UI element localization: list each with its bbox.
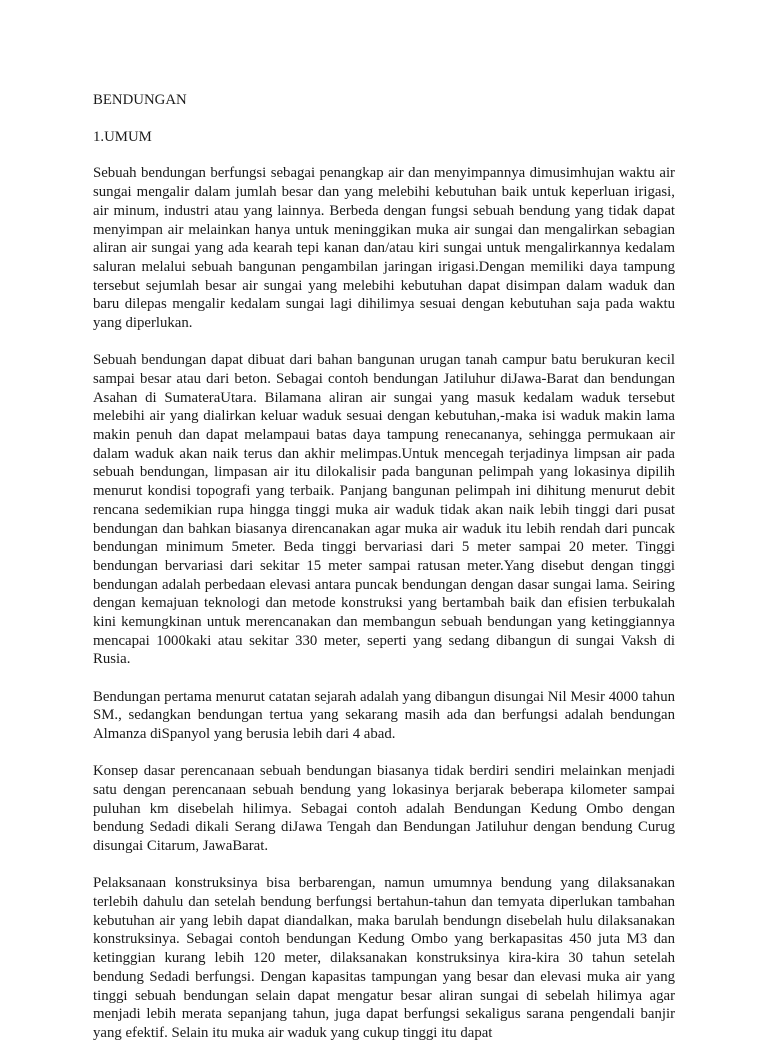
document-title: BENDUNGAN <box>93 92 187 108</box>
document-page <box>93 91 675 1043</box>
section-title: 1.UMUM <box>93 128 152 145</box>
paragraph-3: Bendungan pertama menurut catatan sejarah adalah yang dibangun disungai Nil Mesir 4000 tahun SM., sedangkan bendungan tertua yang sekarang masih ada dan berfungsi adalah bendungan Almanza diSpanyol yang berusia lebih dari 4 abad. <box>93 688 675 743</box>
paragraph-1: Sebuah bendungan berfungsi sebagai penangkap air dan menyimpannya dimusimhujan waktu air sungai mengalir dalam jumlah besar dan yang melebihi kebutuhan baik untuk keperluan irigasi, air minum, industri atau yang lainnya. Berbeda dengan fungsi sebuah bendung yang tidak dapat menyimpan air melainkan hanya untuk meninggikan muka air sungai dan mengalirkan sebagian aliran air sungai yang ada kearah tepi kanan dan/atau kiri sungai untuk mengalirkannya kedalam saluran melalui sebuah bangunan pengambilan jaringan irigasi.Dengan memiliki daya tampung tersebut sejumlah besar air sungai yang melebihi kebutuhan dapat disimpan dalam waduk dan baru dilepas mengalir kedalam sungai lagi dihilimya sesuai dengan kebutuhan saja pada waktu yang diperlukan. <box>93 165 675 332</box>
paragraph-4: Konsep dasar perencanaan sebuah bendungan biasanya tidak berdiri sendiri melainkan menjadi satu dengan perencanaan sebuah bendung yang lokasinya berjarak beberapa kilometer sampai puluhan km disebelah hilimya. Sebagai contoh adalah Bendungan Kedung Ombo dengan bendung Sedadi dikali Serang diJawa Tengah dan Bendungan Jatiluhur dengan bendung Curug disungai Citarum, JawaBarat. <box>93 763 675 855</box>
paragraph-2: Sebuah bendungan dapat dibuat dari bahan bangunan urugan tanah campur batu berukuran kecil sampai besar atau dari beton. Sebagai contoh bendungan Jatiluhur diJawa-Barat dan bendungan Asahan di SumateraUtara. Bilamana aliran air sungai yang masuk kedalam waduk tersebut melebihi air yang dialirkan keluar waduk sesuai dengan kebutuhan,-maka isi waduk makin lama makin penuh dan dapat melampaui batas daya tampung renecananya, sehingga permukaan air dalam waduk akan naik terus dan akhir melimpas.Untuk mencegah terjadinya limpsan air pada sebuah bendungan, limpasan air itu dilokalisir pada bangunan pelimpah yang lokasinya dipilih menurut kondisi topografi yang terbaik. Panjang bangunan pelimpah ini dihitung menurut debit rencana sedemikian rupa hingga tinggi muka air waduk tidak akan naik lebih tinggi dari pusat bendungan dan bahkan biasanya direncanakan agar muka air waduk itu lebih rendah dari puncak bendungan minimum 5meter. Beda tinggi bervariasi dari 5 meter sampai 20 meter. Tinggi bendungan bervariasi dari sekitar 15 meter sampai ratusan meter.Yang disebut dengan tinggi bendungan adalah perbedaan elevasi antara puncak bendungan dengan dasar sungai lama. Seiring dengan kemajuan teknologi dan metode konstruksi yang bertambah baik dan efisien terbukalah kini kemungkinan untuk merencanakan dan membangun sebuah bendungan yang ketinggiannya mencapai 1000kaki atau sekitar 330 meter, seperti yang sedang dibangun di sungai Vaksh di Rusia. <box>93 352 675 668</box>
paragraph-5: Pelaksanaan konstruksinya bisa berbarengan, namun umumnya bendung yang dilaksanakan terlebih dahulu dan setelah bendung berfungsi bertahun-tahun dan temyata diperlukan tambahan kebutuhan air yang lebih dapat diandalkan, maka barulah bendungn disebelah hulu dilaksanakan konstruksinya. Sebagai contoh bendungan Kedung Ombo yang berkapasitas 450 juta M3 dan ketinggian kurang lebih 120 meter, dilaksanakan konstruksinya kira-kira 30 tahun setelah bendung Sedadi berfungsi. Dengan kapasitas tampungan yang besar dan elevasi muka air yang tinggi sebuah bendungan selain dapat mengatur besar aliran sungai di sebelah hilimya agar menjadi lebih merata sepanjang tahun, juga dapat berfungsi sekaligus sarana pengendali banjir yang efektif. Selain itu muka air waduk yang cukup tinggi itu dapat <box>93 875 675 1041</box>
